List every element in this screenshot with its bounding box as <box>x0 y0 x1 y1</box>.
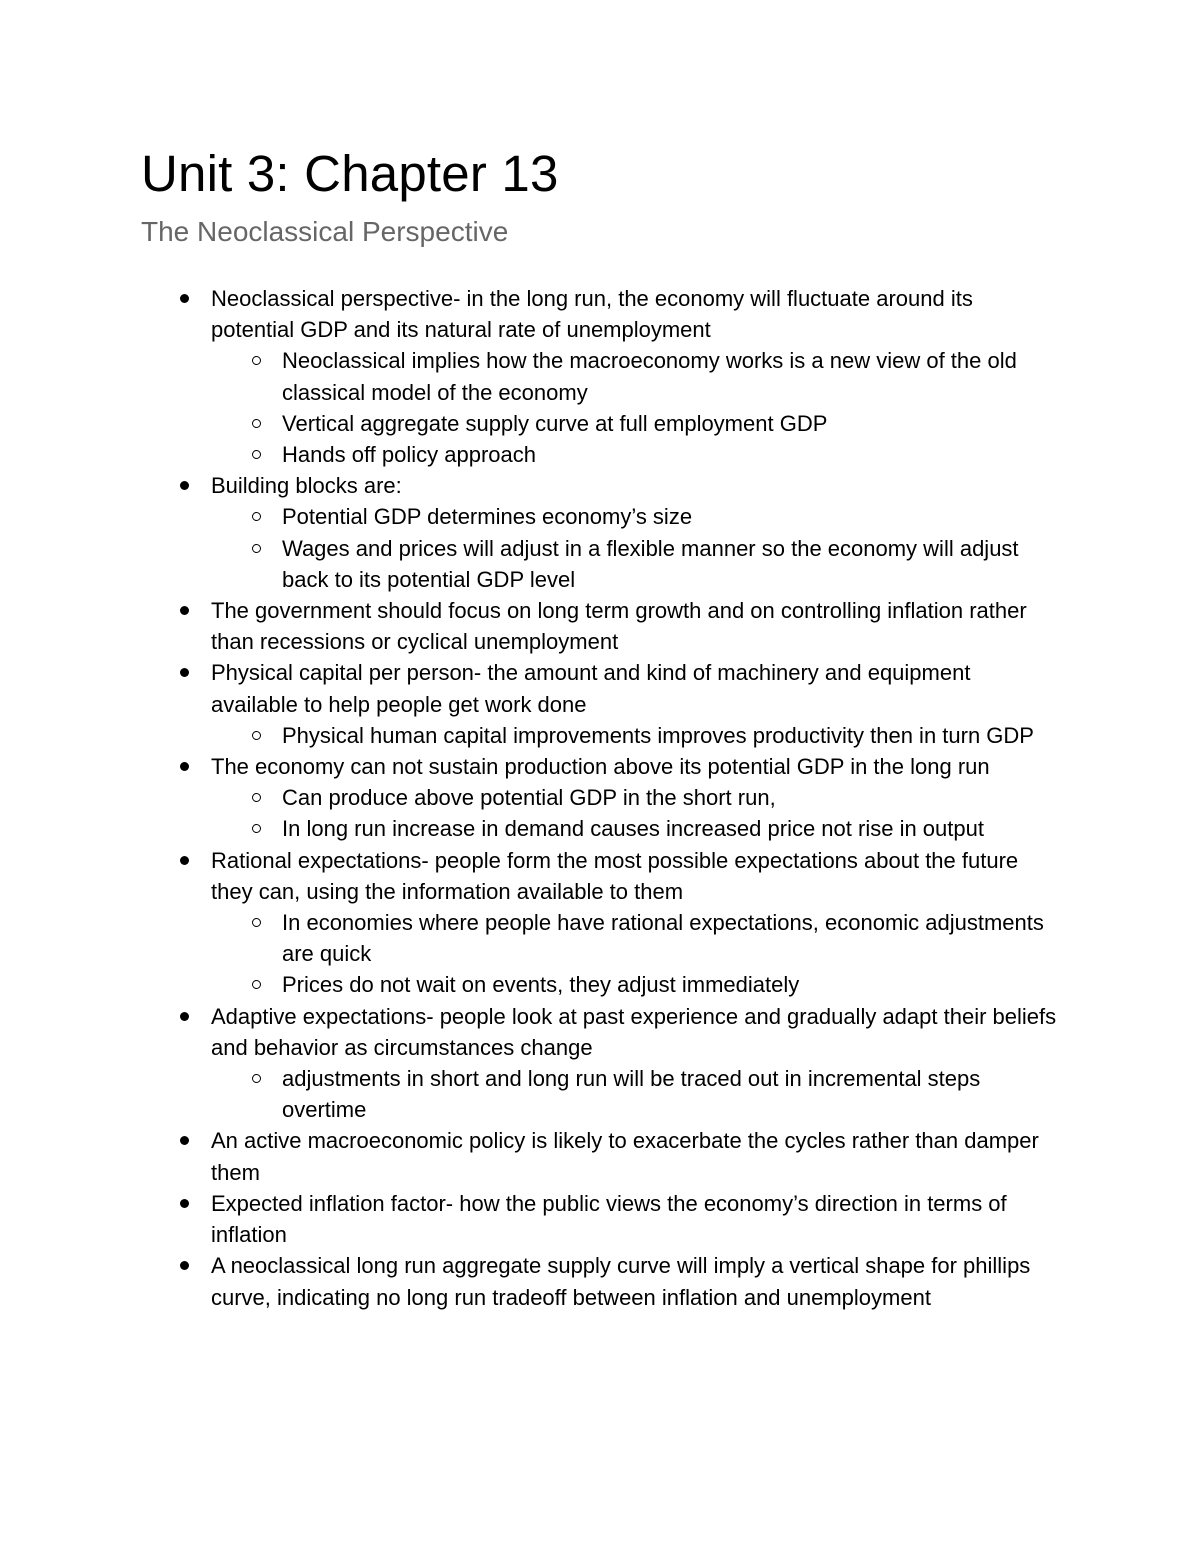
page-subtitle: The Neoclassical Perspective <box>141 216 509 247</box>
bullet-dot-icon <box>180 1012 189 1021</box>
sub-bullet-item <box>211 782 1061 813</box>
bullet-circle-icon <box>252 419 261 428</box>
page-title: Unit 3: Chapter 13 <box>141 145 559 202</box>
bullet-text: Physical capital per person- the amount and kind of machinery and equipment available to help people get work done <box>211 660 971 717</box>
bullet-item <box>211 595 1061 657</box>
sub-bullet-item <box>211 345 1061 407</box>
bullet-dot-icon <box>180 762 189 771</box>
bullet-circle-icon <box>252 731 261 740</box>
bullet-text: Expected inflation factor- how the public views the economy’s direction in terms of inflation <box>211 1190 1007 1248</box>
bullet-circle-icon <box>252 918 261 927</box>
sub-bullet-text: In economies where people have rational expectations, economic adjustments are quick <box>282 910 1044 967</box>
bullet-item <box>211 1250 1061 1312</box>
sub-bullet-text: Hands off policy approach <box>282 442 536 468</box>
sub-bullet-item <box>211 969 1061 1000</box>
bullet-item <box>211 283 1061 345</box>
sub-bullet-text: Wages and prices will adjust in a flexible manner so the economy will adjust back to its potential GDP level <box>282 535 1019 592</box>
bullet-item <box>211 845 1061 907</box>
bullet-dot-icon <box>180 606 189 615</box>
bullet-dot-icon <box>180 856 189 865</box>
sub-bullet-item <box>211 907 1061 969</box>
bullet-dot-icon <box>180 668 189 677</box>
sub-bullet-item <box>211 1063 1061 1125</box>
bullet-circle-icon <box>252 980 261 989</box>
sub-bullet-item <box>211 813 1061 844</box>
sub-bullet-text: Can produce above potential GDP in the short run, <box>282 785 776 811</box>
bullet-item <box>211 1188 1061 1250</box>
sub-bullet-item <box>211 439 1061 470</box>
bullet-dot-icon <box>180 1199 189 1208</box>
sub-bullet-text: Physical human capital improvements improves productivity then in turn GDP <box>282 722 1034 748</box>
bullet-circle-icon <box>252 1074 261 1083</box>
bullet-text: Adaptive expectations- people look at past experience and gradually adapt their beliefs and behavior as circumstances change <box>211 1003 1057 1060</box>
bullet-circle-icon <box>252 793 261 802</box>
bullet-text: The government should focus on long term growth and on controlling inflation rather than recessions or cyclical unemployment <box>211 598 1027 655</box>
bullet-circle-icon <box>252 824 261 833</box>
bullet-text: A neoclassical long run aggregate supply curve will imply a vertical shape for phillips curve, indicating no long run tradeoff between inflation and unemployment <box>211 1253 1031 1310</box>
bullet-item <box>211 657 1061 719</box>
bullet-text: An active macroeconomic policy is likely to exacerbate the cycles rather than damper them <box>211 1128 1039 1185</box>
bullet-dot-icon <box>180 294 189 303</box>
bullet-circle-icon <box>252 512 261 521</box>
bullet-circle-icon <box>252 356 261 365</box>
bullet-text: The economy can not sustain production above its potential GDP in the long run <box>211 754 990 780</box>
sub-bullet-item <box>211 720 1061 751</box>
bullet-item <box>211 1125 1061 1187</box>
bullet-item <box>211 751 1061 782</box>
bullet-dot-icon <box>180 1261 189 1270</box>
bullet-text: Rational expectations- people form the most possible expectations about the future they can, using the information available to them <box>211 847 1019 904</box>
sub-bullet-item <box>211 533 1061 595</box>
sub-bullet-text: Potential GDP determines economy’s size <box>282 504 693 530</box>
sub-bullet-item <box>211 408 1061 439</box>
sub-bullet-item <box>211 501 1061 532</box>
bullet-item <box>211 1001 1061 1063</box>
bullet-list <box>211 283 1061 1313</box>
sub-bullet-text: Prices do not wait on events, they adjust immediately <box>282 972 800 998</box>
bullet-text: Neoclassical perspective- in the long run, the economy will fluctuate around its potential GDP and its natural rate of unemployment <box>211 286 973 343</box>
sub-bullet-text: adjustments in short and long run will be traced out in incremental steps overtime <box>282 1066 981 1123</box>
bullet-item <box>211 470 1061 501</box>
bullet-circle-icon <box>252 450 261 459</box>
bullet-circle-icon <box>252 544 261 553</box>
bullet-dot-icon <box>180 1136 189 1145</box>
bullet-text: Building blocks are: <box>211 473 402 499</box>
bullet-dot-icon <box>180 481 189 490</box>
sub-bullet-text: In long run increase in demand causes increased price not rise in output <box>282 816 984 842</box>
sub-bullet-text: Vertical aggregate supply curve at full employment GDP <box>282 410 828 436</box>
sub-bullet-text: Neoclassical implies how the macroeconomy works is a new view of the old classical model of the economy <box>282 348 1017 405</box>
